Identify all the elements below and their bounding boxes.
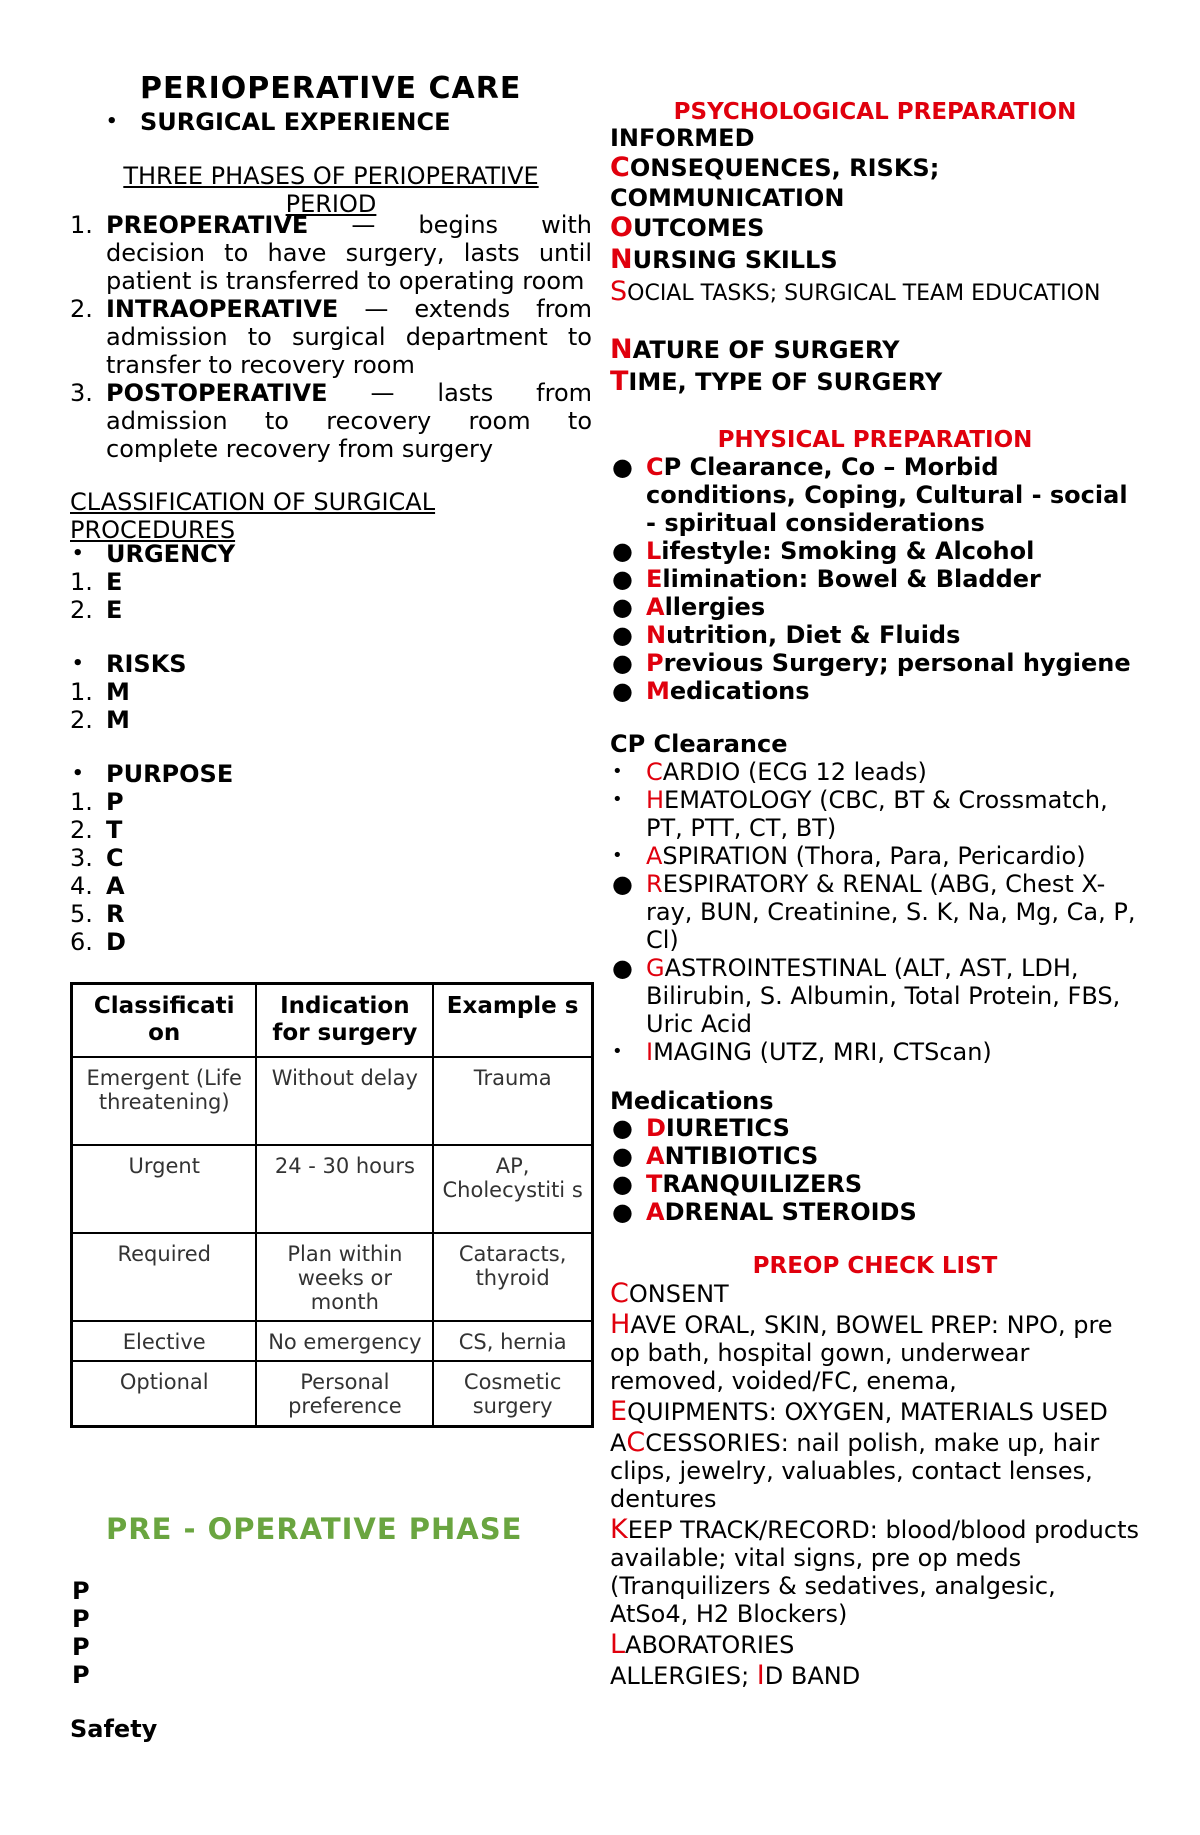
table-header: Example s <box>433 984 592 1057</box>
psych-item: SOCIAL TASKS; SURGICAL TEAM EDUCATION <box>610 276 1101 307</box>
table-cell: Elective <box>72 1321 257 1361</box>
checklist-item: HAVE ORAL, SKIN, BOWEL PREP: NPO, pre op bath, hospital gown, underwear removed, voided/FC, enema, <box>610 1309 1113 1395</box>
risks-label: • RISKS <box>72 650 187 678</box>
bullet-icon: ● <box>612 565 633 593</box>
phases-list <box>70 211 592 463</box>
table-cell: Cosmetic surgery <box>433 1361 592 1427</box>
table-cell: Personal preference <box>256 1361 433 1427</box>
table-cell: Required <box>72 1233 257 1321</box>
med-item: ● ADRENAL STEROIDS <box>612 1198 917 1226</box>
checklist-item: KEEP TRACK/RECORD: blood/blood products available; vital signs, pre op meds (Tranquilizers & sedatives, analgesic, AtSo4, H2 Blockers) <box>610 1514 1139 1628</box>
table-cell: Emergent (Life threatening) <box>72 1057 257 1145</box>
checklist <box>610 1280 1140 1690</box>
bullet-icon: ● <box>612 1170 633 1198</box>
list-item: 2. M <box>70 706 130 734</box>
table-cell: Cataracts, thyroid <box>433 1233 592 1321</box>
checklist-item: ALLERGIES; ID BAND <box>610 1660 861 1691</box>
bullet-icon: • <box>106 111 118 132</box>
safety-label: Safety <box>70 1715 158 1743</box>
table-row <box>72 1145 593 1233</box>
subtitle-item: • SURGICAL EXPERIENCE <box>106 108 451 136</box>
table-cell: Plan within weeks or month <box>256 1233 433 1321</box>
physical-list <box>610 453 1140 705</box>
cp-item: • IMAGING (UTZ, MRI, CTScan) <box>612 1038 992 1066</box>
urgency-label: • URGENCY <box>72 540 236 568</box>
med-item: ● DIURETICS <box>612 1114 790 1142</box>
bullet-icon: • <box>612 845 623 866</box>
cp-item: • CARDIO (ECG 12 leads) <box>612 758 927 786</box>
risks-section <box>70 650 370 734</box>
phase-item: 2. INTRAOPERATIVE — extends from admission to surgical department to transfer to recovery room <box>70 295 592 379</box>
table-cell: AP, Cholecystiti s <box>433 1145 592 1233</box>
table-row <box>72 1361 593 1427</box>
table-cell: 24 - 30 hours <box>256 1145 433 1233</box>
list-item: 1. M <box>70 678 130 706</box>
cp-item: ● RESPIRATORY & RENAL (ABG, Chest X-ray, BUN, Creatinine, S. K, Na, Mg, Ca, P, Cl) <box>612 870 1136 954</box>
cp-item: • ASPIRATION (Thora, Para, Pericardio) <box>612 842 1086 870</box>
cp-item: ● GASTROINTESTINAL (ALT, AST, LDH, Bilirubin, S. Albumin, Total Protein, FBS, Uric Acid <box>612 954 1121 1038</box>
table-cell: Urgent <box>72 1145 257 1233</box>
table-header: Classificati on <box>72 984 257 1057</box>
phase-item: 3. POSTOPERATIVE — lasts from admission to recovery room to complete recovery from surgery <box>70 379 592 463</box>
med-item: ● ANTIBIOTICS <box>612 1142 819 1170</box>
urgency-section <box>70 540 370 624</box>
bullet-icon: ● <box>612 1114 633 1142</box>
checklist-item: CONSENT <box>610 1278 729 1309</box>
bullet-icon: ● <box>612 649 633 677</box>
bullet-icon: • <box>72 653 84 674</box>
psych-heading: PSYCHOLOGICAL PREPARATION <box>673 99 1077 125</box>
phases-heading: THREE PHASES OF PERIOPERATIVE PERIOD <box>123 162 539 218</box>
bullet-icon: ● <box>612 1142 633 1170</box>
table-cell: Optional <box>72 1361 257 1427</box>
bullet-icon: ● <box>612 677 633 705</box>
list-item: 2. T <box>70 816 123 844</box>
classification-table <box>70 982 594 1428</box>
bullet-icon: ● <box>612 954 633 982</box>
bullet-icon: • <box>72 763 84 784</box>
physical-item: ● Previous Surgery; personal hygiene <box>612 649 1131 677</box>
psych-item: NATURE OF SURGERY <box>610 334 900 365</box>
table-row <box>72 1233 593 1321</box>
cp-item: • HEMATOLOGY (CBC, BT & Crossmatch, PT, PTT, CT, BT) <box>612 786 1108 842</box>
bullet-icon: ● <box>612 593 633 621</box>
psych-item: NURSING SKILLS <box>610 244 838 275</box>
table-cell: CS, hernia <box>433 1321 592 1361</box>
bullet-icon: • <box>72 543 84 564</box>
psych-list <box>610 124 1140 400</box>
p-letters: P P P P <box>72 1577 90 1689</box>
checklist-item: LABORATORIES <box>610 1629 795 1660</box>
table-row <box>72 1057 593 1145</box>
physical-heading: PHYSICAL PREPARATION <box>717 427 1033 453</box>
cp-list <box>610 758 1140 1066</box>
physical-item: ● Elimination: Bowel & Bladder <box>612 565 1041 593</box>
purpose-section <box>70 760 370 956</box>
table-cell: Trauma <box>433 1057 592 1145</box>
list-item: 6. D <box>70 928 126 956</box>
psych-item: TIME, TYPE OF SURGERY <box>610 366 943 397</box>
bullet-icon: • <box>612 789 623 810</box>
physical-item: ● Lifestyle: Smoking & Alcohol <box>612 537 1035 565</box>
med-item: ● TRANQUILIZERS <box>612 1170 863 1198</box>
checklist-item: EQUIPMENTS: OXYGEN, MATERIALS USED <box>610 1396 1108 1427</box>
list-item: 3. C <box>70 844 124 872</box>
med-list <box>610 1114 1140 1226</box>
bullet-icon: • <box>612 1041 623 1062</box>
psych-item: COMMUNICATION <box>610 184 845 212</box>
table-header: Indication for surgery <box>256 984 433 1057</box>
med-heading: Medications <box>610 1087 774 1115</box>
bullet-icon: ● <box>612 537 633 565</box>
table-cell: No emergency <box>256 1321 433 1361</box>
psych-item: CONSEQUENCES, RISKS; <box>610 152 940 183</box>
physical-item: ● Allergies <box>612 593 766 621</box>
physical-item: ● CP Clearance, Co – Morbid conditions, Coping, Cultural - social - spiritual considerations <box>612 453 1128 537</box>
purpose-label: • PURPOSE <box>72 760 234 788</box>
page-title: PERIOPERATIVE CARE <box>140 71 522 106</box>
psych-item: OUTCOMES <box>610 212 765 243</box>
list-item: 4. A <box>70 872 125 900</box>
bullet-icon: ● <box>612 870 633 898</box>
physical-item: ● Medications <box>612 677 810 705</box>
psych-item: INFORMED <box>610 124 755 152</box>
table-row <box>72 1321 593 1361</box>
table-header-row <box>72 984 593 1057</box>
bullet-icon: • <box>612 761 623 782</box>
classification-heading: CLASSIFICATION OF SURGICAL PROCEDURES <box>70 488 436 544</box>
physical-item: ● Nutrition, Diet & Fluids <box>612 621 961 649</box>
cp-heading: CP Clearance <box>610 730 788 758</box>
list-item: 1. E <box>70 568 123 596</box>
preop-phase-title: PRE - OPERATIVE PHASE <box>106 1512 523 1546</box>
table-cell: Without delay <box>256 1057 433 1145</box>
list-item: 1. P <box>70 788 124 816</box>
checklist-item: ACCESSORIES: nail polish, make up, hair clips, jewelry, valuables, contact lenses, dentures <box>610 1427 1100 1513</box>
bullet-icon: ● <box>612 621 633 649</box>
list-item: 2. E <box>70 596 123 624</box>
phase-item: 1. PREOPERATIVE — begins with decision to have surgery, lasts until patient is transferred to operating room <box>70 211 592 295</box>
bullet-icon: ● <box>612 1198 633 1226</box>
bullet-icon: ● <box>612 453 633 481</box>
checklist-heading: PREOP CHECK LIST <box>752 1253 998 1279</box>
list-item: 5. R <box>70 900 125 928</box>
